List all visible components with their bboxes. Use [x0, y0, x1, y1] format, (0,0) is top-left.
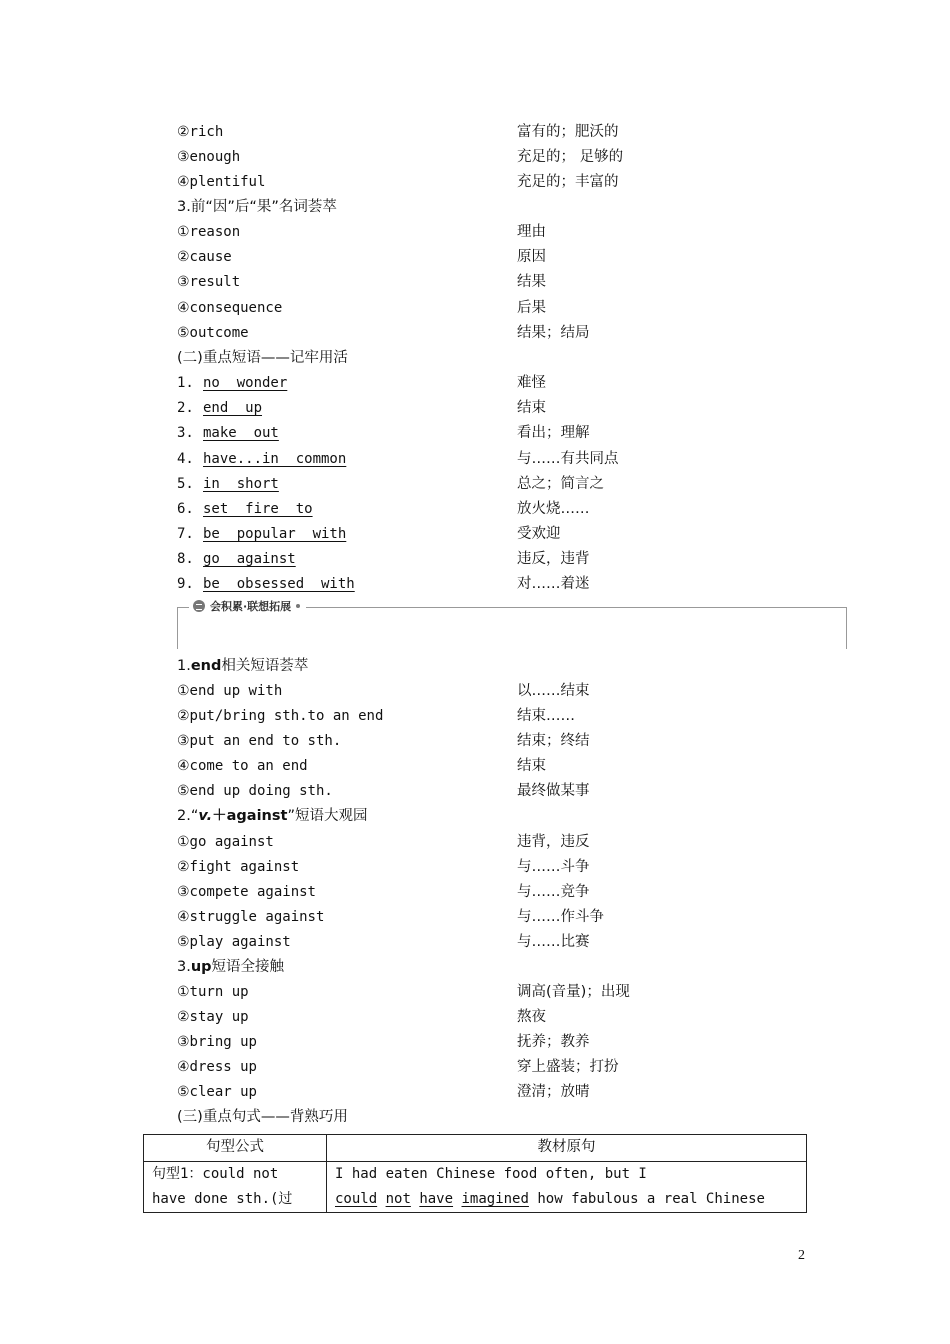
phrase-meaning: 违反，违背 — [517, 551, 590, 567]
answer-blank: have — [419, 1191, 454, 1207]
vocab-row — [177, 679, 817, 704]
vocab-meaning: 结果 — [517, 274, 546, 290]
banner-label-box — [189, 598, 306, 616]
phrase: ③put an end to sth. — [177, 733, 342, 749]
phrase: ⑤end up doing sth. — [177, 783, 333, 799]
phrase-meaning: 与……有共同点 — [517, 451, 619, 467]
vocab-word: ④consequence — [177, 300, 283, 316]
phrase-number: 3. — [177, 425, 194, 441]
example-text: how fabulous a real Chinese — [528, 1191, 765, 1207]
answer-blank: could — [335, 1191, 378, 1207]
vocab-row — [177, 930, 817, 955]
group-keyword-pos: v. — [198, 808, 213, 824]
vocab-row — [177, 729, 817, 754]
phrase-number: 5. — [177, 476, 194, 492]
phrase: ③bring up — [177, 1034, 257, 1050]
phrase-row — [177, 547, 817, 572]
group-heading — [177, 654, 308, 679]
vocab-word: ③enough — [177, 149, 241, 165]
banner-border — [846, 607, 847, 649]
phrase-meaning: 抚养；教养 — [517, 1034, 590, 1050]
phrase-meaning: 调高(音量)；出现 — [517, 984, 630, 1000]
table-header-cell: 教材原句 — [327, 1135, 807, 1162]
phrase-answer: no wonder — [203, 375, 288, 391]
vocab-row — [177, 1030, 817, 1055]
phrase: ②put/bring sth.to an end — [177, 708, 384, 724]
phrase-number: 7. — [177, 526, 194, 542]
phrase: ④dress up — [177, 1059, 257, 1075]
vocab-row — [177, 1005, 817, 1030]
phrase-number: 1. — [177, 375, 194, 391]
vocab-row — [177, 120, 817, 145]
vocab-row — [177, 855, 817, 880]
section-heading: (三)重点句式——背熟巧用 — [177, 1109, 348, 1125]
phrase-row — [177, 472, 817, 497]
stack-icon — [193, 600, 205, 612]
phrase-row — [177, 421, 817, 446]
vocab-meaning: 富有的；肥沃的 — [517, 124, 619, 140]
sentence-pattern-table — [143, 1134, 807, 1213]
phrase-row — [177, 371, 817, 396]
phrase-meaning: 穿上盛装；打扮 — [517, 1059, 619, 1075]
vocab-word: ④plentiful — [177, 174, 266, 190]
vocab-row — [177, 321, 817, 346]
phrase-row — [177, 447, 817, 472]
vocab-row — [177, 905, 817, 930]
phrase: ④struggle against — [177, 909, 325, 925]
group-title: 短语全接触 — [211, 959, 285, 975]
vocab-meaning: 充足的； 足够的 — [517, 149, 624, 165]
phrase-meaning: 看出；理解 — [517, 425, 590, 441]
phrase-meaning: 结束 — [517, 400, 546, 416]
group-heading — [177, 804, 367, 829]
phrase: ①go against — [177, 834, 274, 850]
phrase-number: 4. — [177, 451, 194, 467]
vocab-row — [177, 779, 817, 804]
vocab-word: ②cause — [177, 249, 232, 265]
vocab-meaning: 后果 — [517, 300, 546, 316]
vocab-row — [177, 145, 817, 170]
phrase: ②fight against — [177, 859, 300, 875]
vocab-word: ①reason — [177, 224, 241, 240]
phrase: ④come to an end — [177, 758, 308, 774]
phrase-answer: set fire to — [203, 501, 313, 517]
phrase-answer: be obsessed with — [203, 576, 355, 592]
group-keyword: ＋against — [212, 808, 288, 824]
table-row — [144, 1162, 807, 1213]
banner-label: 会积累·联想拓展 — [210, 600, 292, 613]
vocab-word: ⑤outcome — [177, 325, 249, 341]
group-title: ”短语大观园 — [287, 808, 368, 824]
phrase-meaning: 与……比赛 — [517, 934, 590, 950]
vocab-meaning: 结果；结局 — [517, 325, 590, 341]
group-title: 相关短语荟萃 — [221, 658, 309, 674]
example-text: I had eaten Chinese food often, but I — [335, 1166, 647, 1182]
phrase: ②stay up — [177, 1009, 249, 1025]
phrase-number: 6. — [177, 501, 194, 517]
phrase-number: 8. — [177, 551, 194, 567]
phrase-meaning: 与……斗争 — [517, 859, 590, 875]
vocab-word: ②rich — [177, 124, 224, 140]
phrase-row — [177, 396, 817, 421]
phrase-answer: be popular with — [203, 526, 347, 542]
phrase: ①turn up — [177, 984, 249, 1000]
group-number: 2.“ — [177, 808, 199, 824]
section-heading: 3.前“因”后“果”名词荟萃 — [177, 199, 337, 215]
phrase-answer: make out — [203, 425, 279, 441]
vocab-row — [177, 296, 817, 321]
phrase-meaning: 与……竞争 — [517, 884, 590, 900]
phrase: ①end up with — [177, 683, 283, 699]
phrase-meaning: 放火烧…… — [517, 501, 590, 517]
pattern-cell: 句型1：could not have done sth.(过 — [144, 1162, 327, 1213]
phrase-row — [177, 522, 817, 547]
phrase-row — [177, 572, 817, 597]
phrase-number: 2. — [177, 400, 194, 416]
phrase-meaning: 受欢迎 — [517, 526, 561, 542]
phrase-answer: end up — [203, 400, 263, 416]
example-cell — [327, 1162, 807, 1213]
vocab-row — [177, 704, 817, 729]
answer-blank: imagined — [461, 1191, 529, 1207]
phrase-answer: in short — [203, 476, 279, 492]
phrase-answer: have...in common — [203, 451, 347, 467]
vocab-row — [177, 754, 817, 779]
phrase: ③compete against — [177, 884, 316, 900]
vocab-meaning: 充足的；丰富的 — [517, 174, 619, 190]
group-keyword: end — [190, 658, 222, 674]
phrase-meaning: 难怪 — [517, 375, 546, 391]
group-heading — [177, 955, 284, 980]
phrase-meaning: 违背，违反 — [517, 834, 590, 850]
phrase-meaning: 以……结束 — [517, 683, 590, 699]
section-heading: (二)重点短语——记牢用活 — [177, 350, 348, 366]
phrase-meaning: 结束…… — [517, 708, 575, 724]
phrase-answer: go against — [203, 551, 296, 567]
vocab-row — [177, 980, 817, 1005]
phrase-meaning: 最终做某事 — [517, 783, 590, 799]
table-header-row — [144, 1135, 807, 1162]
section-banner — [177, 598, 847, 650]
phrase-meaning: 与……作斗争 — [517, 909, 604, 925]
vocab-row — [177, 220, 817, 245]
phrase-meaning: 总之；简言之 — [517, 476, 604, 492]
vocab-row — [177, 1055, 817, 1080]
answer-blank: not — [385, 1191, 411, 1207]
phrase-number: 9. — [177, 576, 194, 592]
phrase-meaning: 结束 — [517, 758, 546, 774]
vocab-meaning: 原因 — [517, 249, 546, 265]
phrase-meaning: 对……着迷 — [517, 576, 590, 592]
vocab-meaning: 理由 — [517, 224, 546, 240]
table-header-cell: 句型公式 — [144, 1135, 327, 1162]
vocab-word: ③result — [177, 274, 241, 290]
banner-border — [177, 607, 178, 649]
phrase-row — [177, 497, 817, 522]
group-keyword: up — [190, 959, 212, 975]
vocab-row — [177, 1080, 817, 1105]
phrase: ⑤clear up — [177, 1084, 257, 1100]
vocab-row — [177, 830, 817, 855]
phrase: ⑤play against — [177, 934, 291, 950]
phrase-meaning: 结束；终结 — [517, 733, 590, 749]
vocab-row — [177, 170, 817, 195]
group-number: 1. — [177, 658, 191, 674]
group-number: 3. — [177, 959, 191, 975]
page-number: 2 — [798, 1248, 805, 1263]
phrase-meaning: 澄清；放晴 — [517, 1084, 590, 1100]
phrase-meaning: 熬夜 — [517, 1009, 546, 1025]
vocab-row — [177, 270, 817, 295]
vocab-row — [177, 245, 817, 270]
dot-icon — [296, 604, 300, 608]
vocab-row — [177, 880, 817, 905]
